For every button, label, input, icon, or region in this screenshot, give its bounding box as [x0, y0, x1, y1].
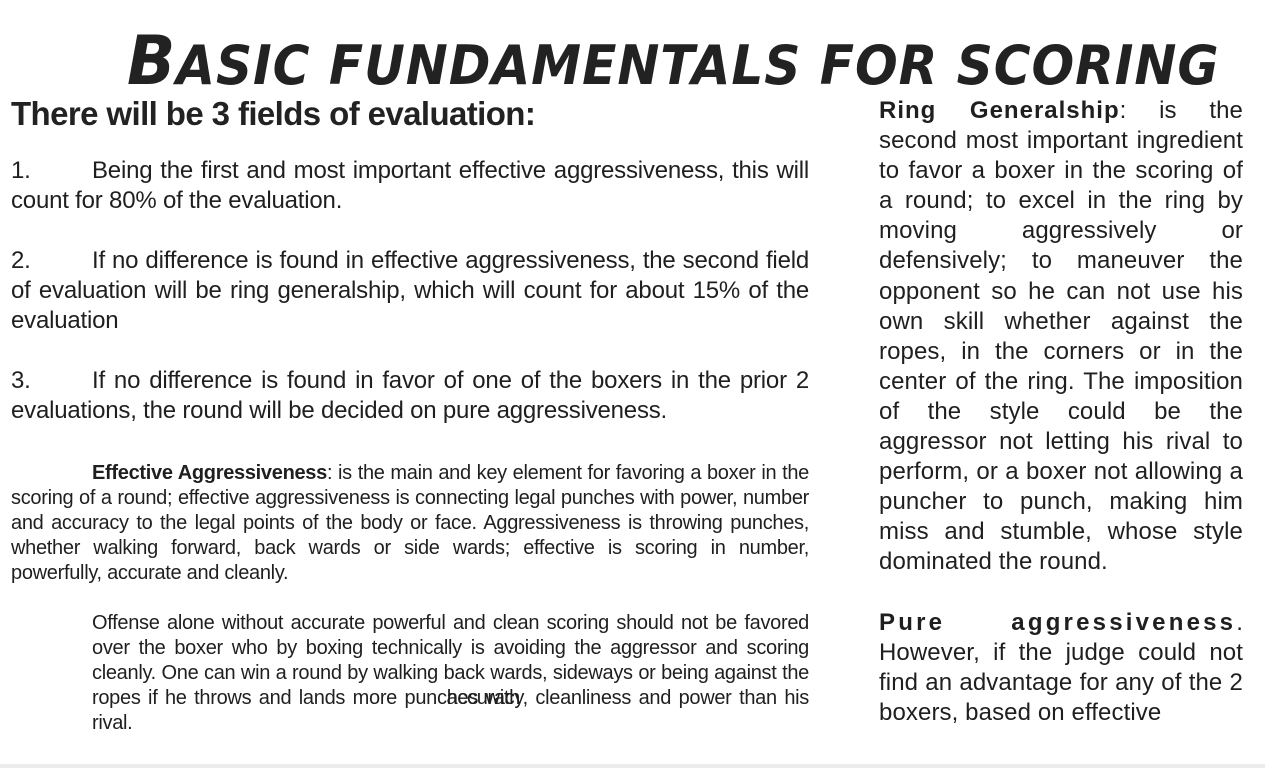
page-title — [127, 22, 1220, 102]
evaluation-item-2 — [11, 246, 809, 336]
effective-aggressiveness-paragraph — [11, 461, 809, 586]
offense-paragraph — [11, 611, 809, 736]
ring-generalship-paragraph — [879, 96, 1243, 578]
right-column — [879, 96, 1243, 728]
page-bottom-edge — [0, 764, 1265, 768]
left-column — [11, 92, 809, 736]
ring-generalship-label: Ring Generalship — [879, 97, 1120, 124]
item-number: 1. — [11, 157, 31, 184]
section-heading: There will be 3 fields of evaluation: — [11, 95, 536, 132]
item-text: Being the first and most important effective aggressiveness, this will count for 80% of the evaluation. — [11, 157, 809, 214]
title-initial: B — [127, 22, 177, 102]
pure-aggressiveness-label: Pure aggressiveness — [879, 608, 1237, 636]
item-number: 2. — [11, 247, 31, 274]
item-number: 3. — [11, 367, 31, 394]
offense-text: Offense alone without accurate powerful and clean scoring should not be favored over the boxer who by boxing technically is avoiding the aggressor and scoring cleanly. One can win a round by walking back wards, sideways or being against the ropes if he throws and lands more punches with — [92, 612, 809, 709]
evaluation-item-3 — [11, 366, 809, 426]
item-text: If no difference is found in favor of one of the boxers in the prior 2 evaluations, the round will be decided on pure aggressiveness. — [11, 367, 809, 424]
effective-aggressiveness-label: Effective Aggressiveness — [92, 462, 327, 484]
title-rest: ASIC FUNDAMENTALS FOR SCORING — [176, 34, 1220, 98]
evaluation-item-1 — [11, 156, 809, 216]
effective-aggressiveness-text: : is the main and key element for favoring a boxer in the scoring of a round; effective aggressiveness is connecting legal punches with power, number and accuracy to the legal points of the body or face. Aggressiveness is throwing punches, whether walking forward, back wards or side wards; effective is scoring in number, powerfully, accurate and cleanly. — [11, 462, 809, 584]
pure-aggressiveness-paragraph — [879, 608, 1243, 728]
ring-generalship-text: : is the second most important ingredient to favor a boxer in the scoring of a round; to excel in the ring by moving aggressively or defensively; to maneuver the opponent so he can not use his own skill whether against the ropes, in the corners or in the center of the ring. The imposition of the style could be the aggressor not letting his rival to perform, or a boxer not allowing a puncher to punch, making him miss and stumble, whose style dominated the round. — [879, 97, 1244, 576]
pure-aggressiveness-text: . However, if the judge could not find an advantage for any of the 2 boxers, based on effective — [879, 608, 1243, 726]
item-text: If no difference is found in effective aggressiveness, the second field of evaluation will be ring generalship, which will count for about 15% of the evaluation — [11, 247, 809, 334]
offense-text-tail: accuracy, cleanliness and power than his rival. — [92, 687, 809, 734]
